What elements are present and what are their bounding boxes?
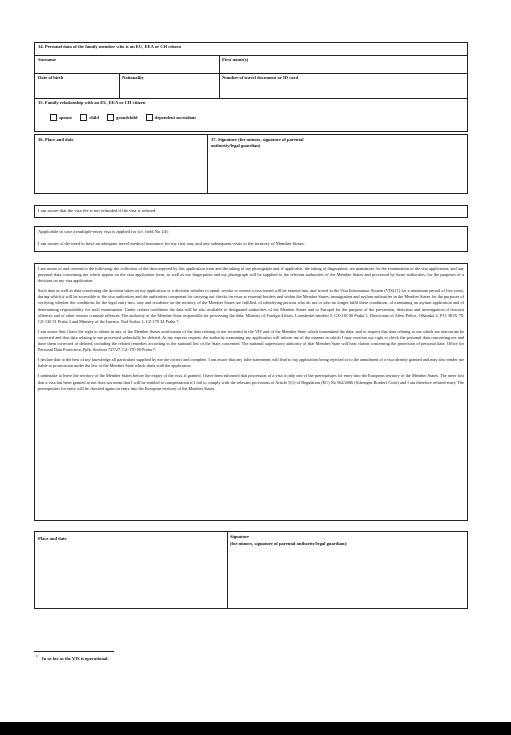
divider <box>119 73 120 98</box>
option-label: dependent ascendant <box>154 114 196 120</box>
section-37-label: 37. Signature (for minors, signature of parental authority/legal guardian) <box>211 137 304 148</box>
declaration-paragraph: I undertake to leave the territory of the Member States before the expiry of the visa, if granted. I have been informed that possession of a visa is only one of the prerequisites for entry into the European territory of the Member States. The mere fact that a visa has been granted to me does not mean that I will be entitled to compensation if I fail to comply with the relevant provisions of Article 5(1) of Regulation (EC) No 562/2006 (Schengen Borders Code) and I am therefore refused entry. The prerequisites for entry will be checked again on entry into the European territory of the Member States. <box>38 373 464 391</box>
declaration-paragraph: I declare that to the best of my knowledge all particulars supplied by me are correct and complete. I am aware that any false statements will lead to my application being rejected or to the annulment of a visa already granted and may also render me liable to prosecution under the law of the Member State which deals with the application. <box>38 357 464 369</box>
bottom-bar <box>0 722 511 735</box>
section-36-label: 36. Place and date <box>38 137 74 142</box>
child-checkbox[interactable] <box>80 114 87 121</box>
option-dependent-ascendant[interactable] <box>146 115 196 120</box>
place-and-date-label: Place and date <box>38 536 67 541</box>
footnote <box>36 654 109 661</box>
dependent-ascendant-checkbox[interactable] <box>146 114 153 121</box>
footnote-rule <box>34 651 114 652</box>
declaration-text <box>38 266 464 396</box>
declaration-paragraph: I am aware that I have the right to obtain in any of the Member States notification of the data relating to me recorded in the VIS and of the Member State which transmitted the data, and to request that data relating to me which are inaccurate be corrected and that data relating to me processed unlawfully be deleted. At my express request, the authority examining my application will inform me of the manner in which I may exercise my right to check the personal data concerning me and have them corrected or deleted, including the related remedies according to the national law of the State concerned. The national supervisory authority of that Member State will hear claims concerning the protection of personal data: Office for Personal Data Protection, Pplk. Sochora 727/27, CZ-170 00 Praha 7. <box>38 328 464 353</box>
option-spouse[interactable] <box>50 115 72 120</box>
divider <box>227 532 228 608</box>
date-of-birth-label: Date of birth <box>38 75 64 80</box>
surname-label: Surname <box>38 57 56 62</box>
multiple-entry-line1: Applicable in case a multiple-entry visa is applied for (cf. field No 24): <box>38 229 169 234</box>
relationship-options <box>50 114 203 121</box>
divider <box>35 55 467 56</box>
fee-notice: I am aware that the visa fee is not refunded if the visa is refused. <box>38 208 157 213</box>
footnote-marker: 1 <box>36 654 38 658</box>
option-label: grandchild <box>116 114 138 120</box>
option-grandchild[interactable] <box>107 115 137 120</box>
option-label: child <box>89 114 99 120</box>
declaration-paragraph: Such data as well as data concerning the decision taken on my application or a decision whether to annul, revoke or extend a visa issued will be entered into, and stored in the Visa Information System (VIS) (1) for a maximum period of five years, during which it will be accessible to the visa authorities and the authorities competent for carrying out checks on visas at external borders and within the Member States, immigration and asylum authorities in the Member States for the purposes of verifying whether the conditions for the legal entry into, stay and residence on the territory of the Member States are fulfilled, of identifying persons who do not or who no longer fulfil these conditions, of examining an asylum application and of determining responsibility for such examination. Under certain conditions the data will be also available to designated authorities of the Member States and to Europol for the purpose of the prevention, detection and investigation of terrorist offences and of other serious criminal offences. The authority of the Member State responsible for processing the data: Ministry of Foreign Affairs, Loretánské náměstí 5, CZ-118 00 Praha 1, Directorate of Alien Police, Olšanská 2, P.O. BOX 78, CZ-130 51 Praha 3 and Ministry of the Interior, Nad Štolou 3, CZ-170 34 Praha 7. <box>38 288 464 324</box>
nationality-label: Nationality <box>122 75 144 80</box>
divider <box>219 55 220 73</box>
signature-note: (for minors, signature of parental authority/legal guardian): <box>230 541 348 546</box>
option-label: spouse <box>59 114 73 120</box>
divider <box>35 73 467 74</box>
travel-document-label: Number of travel document or ID card <box>222 75 299 80</box>
signature-label: Signature <box>230 534 250 539</box>
section-34-title: 34. Personal data of the family member who is an EU, EEA or CH citizen <box>38 44 181 49</box>
spouse-checkbox[interactable] <box>50 114 57 121</box>
footnote-text: In so far as the VIS is operational. <box>41 655 109 661</box>
divider <box>207 135 208 193</box>
section-35-title: 35. Family relationship with an EU, EEA or CH citizen <box>38 100 146 105</box>
divider <box>219 73 220 98</box>
multiple-entry-line2: I am aware of the need to have an adequate travel medical insurance for my first stay and any subsequent visits to the territory of Member States. <box>38 241 305 246</box>
declaration-paragraph: I am aware of and consent to the following: the collection of the data required by this application form and the taking of my photograph and, if applicable, the taking of fingerprints, are mandatory for the examination of the visa application; and any personal data concerning me which appear on the visa application form, as well as my fingerprints and my photograph will be supplied to the relevant authorities of the Member States and processed by those authorities, for the purposes of a decision on my visa application. <box>38 266 464 284</box>
option-child[interactable] <box>80 115 99 120</box>
divider <box>35 98 467 99</box>
grandchild-checkbox[interactable] <box>107 114 114 121</box>
first-names-label: First name(s) <box>222 57 249 62</box>
